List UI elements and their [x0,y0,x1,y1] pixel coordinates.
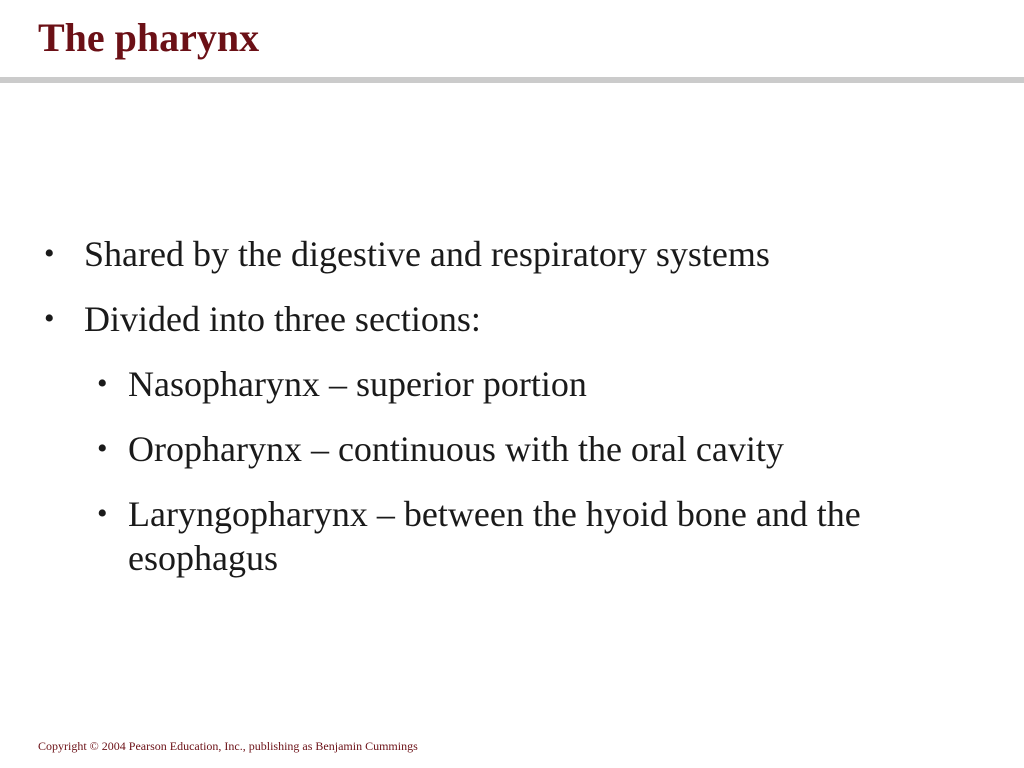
sub-bullet-item [0,362,998,406]
slide-title: The pharynx [38,15,260,60]
bullet-text: Shared by the digestive and respiratory systems [84,234,770,274]
bullet-text: Nasopharynx – superior portion [128,364,587,404]
bullet-marker: • [97,432,108,465]
title-divider [0,77,1024,83]
bullet-item [0,297,984,341]
bullet-list [0,232,1024,601]
bullet-item [0,232,984,276]
bullet-marker: • [97,497,108,530]
copyright-footer: Copyright © 2004 Pearson Education, Inc., publishing as Benjamin Cummings [38,739,418,753]
bullet-marker: • [44,237,55,270]
bullet-text: Divided into three sections: [84,299,481,339]
sub-bullet-item [0,427,998,471]
bullet-marker: • [44,302,55,335]
bullet-marker: • [97,367,108,400]
sub-bullet-item [0,492,998,580]
bullet-text: Oropharynx – continuous with the oral cavity [128,429,784,469]
bullet-text: Laryngopharynx – between the hyoid bone and the esophagus [128,494,861,578]
